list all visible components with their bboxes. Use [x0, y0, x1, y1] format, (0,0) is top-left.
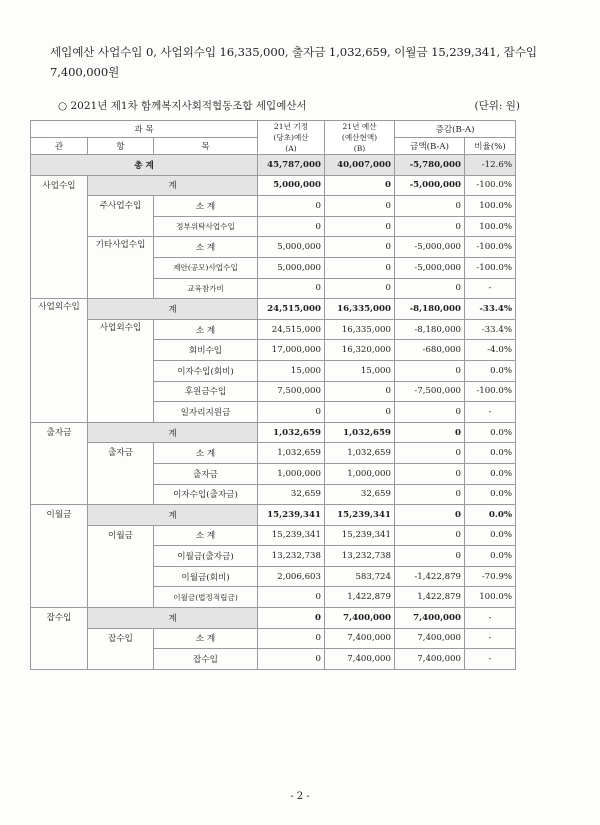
cell-a: 24,515,000	[258, 319, 325, 340]
cell-diff: 0	[395, 402, 465, 423]
hang-carryover: 이월금	[88, 525, 154, 607]
cell-diff: 0	[395, 546, 465, 567]
header-prev-budget-line3: (A)	[285, 144, 297, 153]
cell-b: 16,335,000	[325, 299, 395, 320]
cell-b: 7,400,000	[325, 649, 395, 670]
cell-ratio: -100.0%	[465, 381, 516, 402]
cell-b: 15,239,341	[325, 505, 395, 526]
cell-ratio: 0.0%	[465, 484, 516, 505]
cell-diff: 0	[395, 463, 465, 484]
cell-b: 0	[325, 278, 395, 299]
cell-ratio: -33.4%	[465, 319, 516, 340]
hang-misc: 잡수입	[88, 628, 154, 669]
cell-diff: 0	[395, 505, 465, 526]
mok-carryover-capital: 이월금(출자금)	[154, 546, 258, 567]
hang-capital: 출자금	[88, 443, 154, 505]
intro-line-1: 세입예산 사업수입 0, 사업외수입 16,335,000, 출자금 1,032,659, 이월금 15,239,341, 잡수입	[50, 45, 537, 59]
cell-b: 15,239,341	[325, 525, 395, 546]
mok-donation: 후원금수입	[154, 381, 258, 402]
cell-diff: -8,180,000	[395, 319, 465, 340]
cell-diff: -5,000,000	[395, 257, 465, 278]
cell-b: 0	[325, 402, 395, 423]
cell-ratio: -4.0%	[465, 340, 516, 361]
cell-a: 1,000,000	[258, 463, 325, 484]
cell-b: 1,032,659	[325, 422, 395, 443]
cell-ratio: -	[465, 278, 516, 299]
table-row	[31, 525, 516, 546]
mok-interest-capital: 이자수입(출자금)	[154, 484, 258, 505]
main-business-subtotal-diff: 0	[395, 196, 465, 217]
other-business-subtotal-label: 소 계	[154, 237, 258, 258]
cell-ratio: -	[465, 608, 516, 629]
table-row	[31, 237, 516, 258]
cell-b: 16,320,000	[325, 340, 395, 361]
cell-ratio: 0.0%	[465, 463, 516, 484]
header-new-budget	[325, 121, 395, 155]
carryover-sum-label: 계	[88, 505, 258, 526]
cell-diff: 0	[395, 360, 465, 381]
cell-diff: 0	[395, 422, 465, 443]
table-row	[31, 608, 516, 629]
header-gwan: 관	[31, 138, 88, 155]
header-new-budget-line1: 21년 예산	[342, 122, 377, 131]
capital-sum-label: 계	[88, 422, 258, 443]
doc-title: ○ 2021년 제1차 함께복지사회적협동조합 세입예산서	[58, 100, 307, 112]
table-row	[31, 175, 516, 196]
cell-ratio: -100.0%	[465, 237, 516, 258]
gwan-misc: 잡수입	[31, 608, 88, 670]
cell-a: 24,515,000	[258, 299, 325, 320]
header-amount: 금액(B-A)	[395, 138, 465, 155]
cell-b: 13,232,738	[325, 546, 395, 567]
mok-education-fee: 교육참가비	[154, 278, 258, 299]
cell-diff: 1,422,879	[395, 587, 465, 608]
cell-ratio: 0.0%	[465, 443, 516, 464]
mok-job-subsidy: 일자리지원금	[154, 402, 258, 423]
hang-nonbusiness: 사업외수입	[88, 319, 154, 422]
revenue-budget-table	[30, 120, 516, 670]
cell-ratio: 100.0%	[465, 587, 516, 608]
header-ratio: 비율(%)	[465, 138, 516, 155]
cell-ratio: 0.0%	[465, 505, 516, 526]
mok-membership-fee: 회비수입	[154, 340, 258, 361]
cell-ratio: -	[465, 649, 516, 670]
cell-a: 5,000,000	[258, 237, 325, 258]
mok-carryover-legal-reserve: 이월금(법정적립금)	[154, 587, 258, 608]
business-sum-b: 0	[325, 175, 395, 196]
table-row	[31, 628, 516, 649]
header-hang: 항	[88, 138, 154, 155]
cell-a: 2,006,603	[258, 566, 325, 587]
cell-b: 7,400,000	[325, 628, 395, 649]
main-business-subtotal-ratio: 100.0%	[465, 196, 516, 217]
grand-total-row	[31, 155, 516, 176]
gwan-capital: 출자금	[31, 422, 88, 504]
cell-b: 15,000	[325, 360, 395, 381]
cell-ratio: -100.0%	[465, 257, 516, 278]
cell-diff: -7,500,000	[395, 381, 465, 402]
cell-b: 7,400,000	[325, 608, 395, 629]
header-prev-budget-line2: (당초)예산	[273, 133, 309, 142]
mok-gov-contract: 정부위탁사업수입	[154, 216, 258, 237]
cell-diff: -8,180,000	[395, 299, 465, 320]
cell-b: 32,659	[325, 484, 395, 505]
cell-ratio: 0.0%	[465, 525, 516, 546]
header-new-budget-line2: (예산현액)	[341, 133, 378, 142]
grand-total-diff: -5,780,000	[395, 155, 465, 176]
subtotal-label: 소 계	[154, 628, 258, 649]
cell-b: 0	[325, 237, 395, 258]
cell-ratio: -33.4%	[465, 299, 516, 320]
cell-ratio: -	[465, 628, 516, 649]
cell-ratio: -70.9%	[465, 566, 516, 587]
cell-diff: 7,400,000	[395, 608, 465, 629]
business-sum-ratio: -100.0%	[465, 175, 516, 196]
cell-a: 1,032,659	[258, 443, 325, 464]
cell-ratio: 0.0%	[465, 360, 516, 381]
cell-diff: 7,400,000	[395, 649, 465, 670]
cell-a: 32,659	[258, 484, 325, 505]
cell-a: 13,232,738	[258, 546, 325, 567]
table-row	[31, 422, 516, 443]
header-new-budget-line3: (B)	[353, 144, 366, 153]
cell-b: 0	[325, 381, 395, 402]
cell-a: 0	[258, 216, 325, 237]
cell-diff: -5,000,000	[395, 237, 465, 258]
cell-ratio: 100.0%	[465, 216, 516, 237]
cell-a: 5,000,000	[258, 257, 325, 278]
cell-ratio: 0.0%	[465, 422, 516, 443]
cell-a: 0	[258, 587, 325, 608]
cell-ratio: 0.0%	[465, 546, 516, 567]
gwan-business: 사업수입	[31, 175, 88, 299]
business-sum-a: 5,000,000	[258, 175, 325, 196]
grand-total-a: 45,787,000	[258, 155, 325, 176]
cell-diff: 0	[395, 216, 465, 237]
table-title-row	[50, 98, 520, 114]
table-row	[31, 505, 516, 526]
header-mok: 목	[154, 138, 258, 155]
gwan-carryover: 이월금	[31, 505, 88, 608]
cell-a: 0	[258, 649, 325, 670]
grand-total-label: 총 계	[31, 155, 258, 176]
cell-diff: 0	[395, 525, 465, 546]
cell-a: 15,239,341	[258, 525, 325, 546]
table-row	[31, 299, 516, 320]
table-row	[31, 196, 516, 217]
mok-capital: 출자금	[154, 463, 258, 484]
cell-ratio: -	[465, 402, 516, 423]
cell-a: 1,032,659	[258, 422, 325, 443]
cell-diff: 0	[395, 484, 465, 505]
cell-diff: 0	[395, 443, 465, 464]
cell-b: 1,422,879	[325, 587, 395, 608]
mok-carryover-membership: 이월금(회비)	[154, 566, 258, 587]
header-change: 증감(B-A)	[395, 121, 516, 138]
cell-a: 17,000,000	[258, 340, 325, 361]
cell-diff: 7,400,000	[395, 628, 465, 649]
cell-a: 0	[258, 402, 325, 423]
subtotal-label: 소 계	[154, 525, 258, 546]
main-business-subtotal-b: 0	[325, 196, 395, 217]
header-row-1	[31, 121, 516, 138]
main-business-subtotal-label: 소 계	[154, 196, 258, 217]
header-subject: 과 목	[31, 121, 258, 138]
gwan-nonbusiness: 사업외수입	[31, 299, 88, 423]
cell-b: 1,000,000	[325, 463, 395, 484]
cell-b: 0	[325, 216, 395, 237]
intro-paragraph	[50, 42, 560, 82]
unit-label: (단위: 원)	[474, 100, 520, 112]
business-sum-diff: -5,000,000	[395, 175, 465, 196]
business-sum-label: 계	[88, 175, 258, 196]
cell-a: 15,239,341	[258, 505, 325, 526]
cell-diff: 0	[395, 278, 465, 299]
cell-a: 0	[258, 628, 325, 649]
intro-line-2: 7,400,000원	[50, 65, 120, 79]
cell-a: 0	[258, 608, 325, 629]
grand-total-ratio: -12.6%	[465, 155, 516, 176]
hang-other-business: 기타사업수입	[88, 237, 154, 299]
grand-total-b: 40,007,000	[325, 155, 395, 176]
hang-main-business: 주사업수입	[88, 196, 154, 237]
mok-interest-membership: 이자수입(회비)	[154, 360, 258, 381]
cell-a: 15,000	[258, 360, 325, 381]
table-row	[31, 319, 516, 340]
cell-b: 0	[325, 257, 395, 278]
subtotal-label: 소 계	[154, 443, 258, 464]
header-prev-budget-line1: 21년 기정	[273, 122, 309, 131]
cell-b: 16,335,000	[325, 319, 395, 340]
cell-b: 583,724	[325, 566, 395, 587]
cell-a: 7,500,000	[258, 381, 325, 402]
misc-sum-label: 계	[88, 608, 258, 629]
nonbusiness-sum-label: 계	[88, 299, 258, 320]
cell-diff: -680,000	[395, 340, 465, 361]
cell-b: 1,032,659	[325, 443, 395, 464]
cell-diff: -1,422,879	[395, 566, 465, 587]
table-row	[31, 443, 516, 464]
subtotal-label: 소 계	[154, 319, 258, 340]
header-prev-budget	[258, 121, 325, 155]
cell-a: 0	[258, 278, 325, 299]
page-number: - 2 -	[290, 791, 310, 802]
main-business-subtotal-a: 0	[258, 196, 325, 217]
mok-proposal-project: 제안(공모)사업수입	[154, 257, 258, 278]
mok-misc: 잡수입	[154, 649, 258, 670]
